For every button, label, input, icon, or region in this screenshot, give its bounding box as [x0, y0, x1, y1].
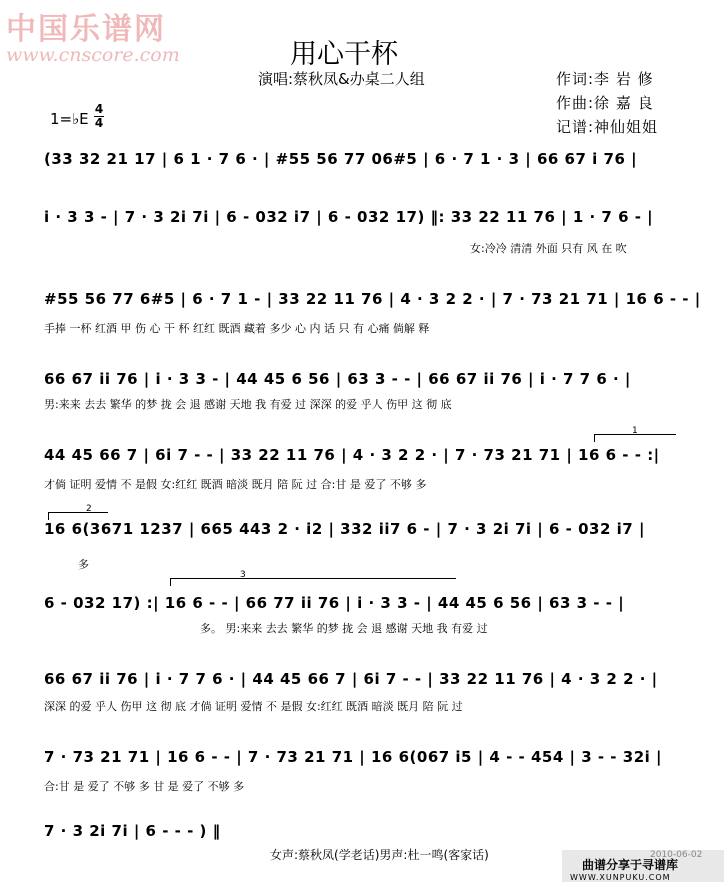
- volta-bracket-3-edge: [170, 578, 171, 586]
- volta-number-3: 3: [240, 570, 246, 580]
- score-system-9: 7 · 73 21 71 | 16 6 - - | 7 · 73 21 71 | 16 6(067 i5 | 4 - - 454 | 3 - - 32i |: [44, 748, 662, 766]
- lyricist-credit: 作词:李 岩 修: [556, 70, 654, 88]
- watermark-site-name: 中国乐谱网: [6, 12, 166, 47]
- score-system-5: 44 45 66 7 | 6i 7 - - | 33 22 11 76 | 4 · 3 2 2 · | 7 · 73 21 71 | 16 6 - - :|: [44, 446, 660, 464]
- lyrics-line-7: 多。 男:来来 去去 繁华 的梦 拢 会 退 感谢 天地 我 有爱 过: [200, 622, 488, 635]
- score-system-7: 6 - 032 17) :| 16 6 - - | 66 77 ii 76 | i · 3 3 - | 44 45 6 56 | 63 3 - - |: [44, 594, 625, 612]
- volta-bracket-1-edge: [594, 434, 595, 442]
- date-stamp: 2010-06-02: [650, 850, 703, 860]
- volta-bracket-3: [170, 578, 456, 579]
- lyrics-line-9: 合:甘 是 爱了 不够 多 甘 是 爱了 不够 多: [44, 780, 245, 793]
- lyrics-line-4: 男:来来 去去 繁华 的梦 拢 会 退 感谢 天地 我 有爱 过 深深 的爱 乎人 伤甲 这 彻 底: [44, 398, 452, 411]
- singer-credit: 演唱:蔡秋凤&办桌二人组: [258, 70, 425, 88]
- watermark-site-url: www.cnscore.com: [6, 44, 180, 66]
- lyrics-line-6: 多: [78, 558, 89, 571]
- transcriber-credit: 记谱:神仙姐姐: [556, 118, 659, 136]
- share-url: WWW.XUNPUKU.COM: [570, 873, 671, 882]
- score-system-8: 66 67 ii 76 | i · 7 7 6 · | 44 45 66 7 | 6i 7 - - | 33 22 11 76 | 4 · 3 2 2 · |: [44, 670, 658, 688]
- score-system-4: 66 67 ii 76 | i · 3 3 - | 44 45 6 56 | 63 3 - - | 66 67 ii 76 | i · 7 7 6 · |: [44, 370, 631, 388]
- lyrics-line-8: 深深 的爱 乎人 伤甲 这 彻 底 才倘 证明 爱情 不 是假 女:红红 既酒 暗淡 既月 陪 阮 过: [44, 700, 463, 713]
- score-system-3: #55 56 77 6#5 | 6 · 7 1 - | 33 22 11 76 | 4 · 3 2 2 · | 7 · 73 21 71 | 16 6 - - |: [44, 290, 701, 308]
- time-signature: 4 4: [94, 102, 104, 130]
- voice-credits: 女声:蔡秋凤(学老话)男声:杜一鸣(客家话): [270, 848, 489, 862]
- score-system-1: (33 32 21 17 | 6 1 · 7 6 · | #55 56 77 06#5 | 6 · 7 1 · 3 | 66 67 i 76 |: [44, 150, 638, 168]
- score-system-2: i · 3 3 - | 7 · 3 2i 7i | 6 - 032 i7 | 6 - 032 17) ‖: 33 22 11 76 | 1 · 7 6 - |: [44, 208, 654, 226]
- volta-bracket-2: [48, 512, 108, 513]
- score-system-10: 7 · 3 2i 7i | 6 - - - ) ‖: [44, 822, 221, 840]
- key-signature: 1=♭E: [50, 110, 89, 128]
- song-title: 用心干杯: [290, 39, 398, 70]
- score-system-6: 16 6(3671 1237 | 665 443 2 · i2 | 332 ii7 6 - | 7 · 3 2i 7i | 6 - 032 i7 |: [44, 520, 645, 538]
- share-text: 曲谱分享于寻谱库: [582, 858, 679, 872]
- volta-bracket-2-edge: [48, 512, 49, 520]
- lyrics-line-2: 女:冷冷 清清 外面 只有 风 在 吹: [470, 242, 627, 255]
- lyrics-line-5: 才倘 证明 爱情 不 是假 女:红红 既酒 暗淡 既月 陪 阮 过 合:甘 是 爱了 不够 多: [44, 478, 427, 491]
- lyrics-line-3: 手捧 一杯 红酒 甲 伤 心 干 杯 红红 既酒 藏着 多少 心 内 话 只 有 心痛 倘解 释: [44, 322, 430, 335]
- composer-credit: 作曲:徐 嘉 良: [556, 94, 654, 112]
- volta-number-2: 2: [86, 504, 92, 514]
- volta-number-1: 1: [632, 426, 638, 436]
